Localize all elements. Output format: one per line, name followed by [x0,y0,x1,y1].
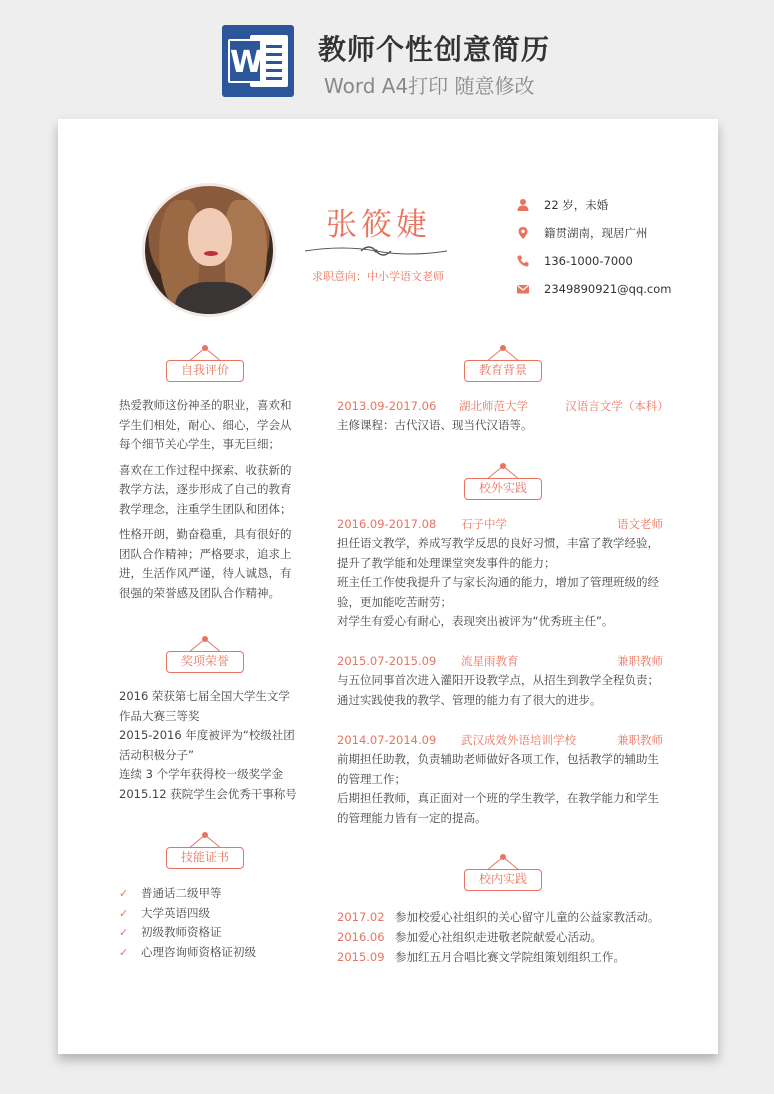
campus-title: 校内实践 [464,869,542,891]
job-objective: 求职意向：中小学语文老师 [312,270,444,283]
phone-icon [516,254,530,268]
external-title: 校外实践 [464,478,542,500]
self-eval-para: 喜欢在工作过程中探索、收获新的教学方法，逐步形成了自己的教育教学理念，注重学生团队和团体； [119,462,292,516]
award-line: 2015.12 获院学生会优秀干事称号 [119,786,297,801]
job-header: 2016.09-2017.08 石子中学 语文老师 [337,517,663,531]
job-description: 前期担任助教，负责辅助老师做好各项工作，包括教学的辅助生的管理工作； 后期担任教师，真正面对一个班的学生教学，在教学能力和学生的管理能力皆有一定的提高。 [337,752,659,825]
skill-item: ✓ 心理咨询师资格证初级 [119,943,256,963]
checkmark-icon: ✓ [119,906,129,920]
skill-item: ✓ 普通话二级甲等 [119,884,256,904]
profile-photo [142,183,276,317]
candidate-name: 张筱婕 [326,207,431,243]
name-flourish-divider [303,241,449,261]
skill-item: ✓ 大学英语四级 [119,904,256,924]
job-description: 与五位同事首次进入灌阳开设教学点，从招生到教学全程负责；通过实践使我的教学、管理的能力有了很大的进步。 [337,673,659,707]
skills-list [119,884,256,962]
person-icon [516,198,530,212]
education-school: 湖北师范大学 [458,399,528,413]
award-line: 连续 3 个学年获得校一级奖学金 [119,767,284,781]
self-eval-para: 性格开朗，勤奋稳重，具有很好的团队合作精神；严格要求，追求上进，生活作风严谨，待人诚恳，有很强的荣誉感及团队合作精神。 [119,527,292,600]
resume-page [58,119,718,1054]
mail-icon [516,282,530,296]
campus-row: 2016.06 参加爱心社组织走进敬老院献爱心活动。 [337,930,602,944]
campus-row: 2017.02 参加校爱心社组织的关心留守儿童的公益家教活动。 [337,910,660,924]
checkmark-icon: ✓ [119,887,129,900]
education-row [337,397,667,416]
checkmark-icon: ✓ [119,945,129,959]
contact-location: 籍贯湖南，现居广州 [516,219,671,247]
checkmark-icon: ✓ [119,926,129,939]
campus-list [337,907,667,967]
word-icon-letter: W [228,39,262,83]
education-title: 教育背景 [464,360,542,382]
contact-email: 2349890921@qq.com [516,275,671,303]
skills-title: 技能证书 [166,847,244,869]
contact-age: 22 岁，未婚 [516,191,671,219]
job-description: 担任语文教学，养成写教学反思的良好习惯，丰富了教学经验，提升了教学能和处理课堂突发事件的能力； 班主任工作使我提升了与家长沟通的能力，增加了管理班级的经验，更加能吃苦耐劳； 对学生有爱心有耐心，表现突出被评为“优秀班主任”。 [337,536,659,628]
award-line: 2015-2016 年度被评为“校级社团活动积极分子” [119,728,295,762]
contact-phone: 136-1000-7000 [516,247,671,275]
job-header: 2015.07-2015.09 流星雨教育 兼职教师 [337,654,663,668]
self-eval-title: 自我评价 [166,360,244,382]
banner-subtitle: Word A4打印 随意修改 [324,74,535,98]
contact-info [516,191,671,303]
banner-header [0,0,774,112]
education-period: 2013.09-2017.06 [337,399,437,413]
education-courses: 主修课程：古代汉语、现当代汉语等。 [337,418,533,432]
awards-body [119,687,299,804]
location-pin-icon [516,226,530,240]
education-major: 汉语言文学（本科） [565,399,669,413]
skill-item: ✓ 初级教师资格证 [119,923,256,943]
award-line: 2016 荣获第七届全国大学生文学作品大赛三等奖 [119,689,290,723]
word-document-icon [222,25,294,97]
campus-row: 2015.09 参加红五月合唱比赛文学院组策划组织工作。 [337,950,625,964]
self-eval-para: 热爱教师这份神圣的职业，喜欢和学生们相处，耐心、细心，学会从每个细节关心学生，事无巨细； [119,398,292,451]
banner-title: 教师个性创意简历 [318,33,551,66]
awards-title: 奖项荣誉 [166,651,244,673]
self-eval-body [119,396,297,609]
job-header: 2014.07-2014.09 武汉成效外语培训学校 兼职教师 [337,733,663,747]
